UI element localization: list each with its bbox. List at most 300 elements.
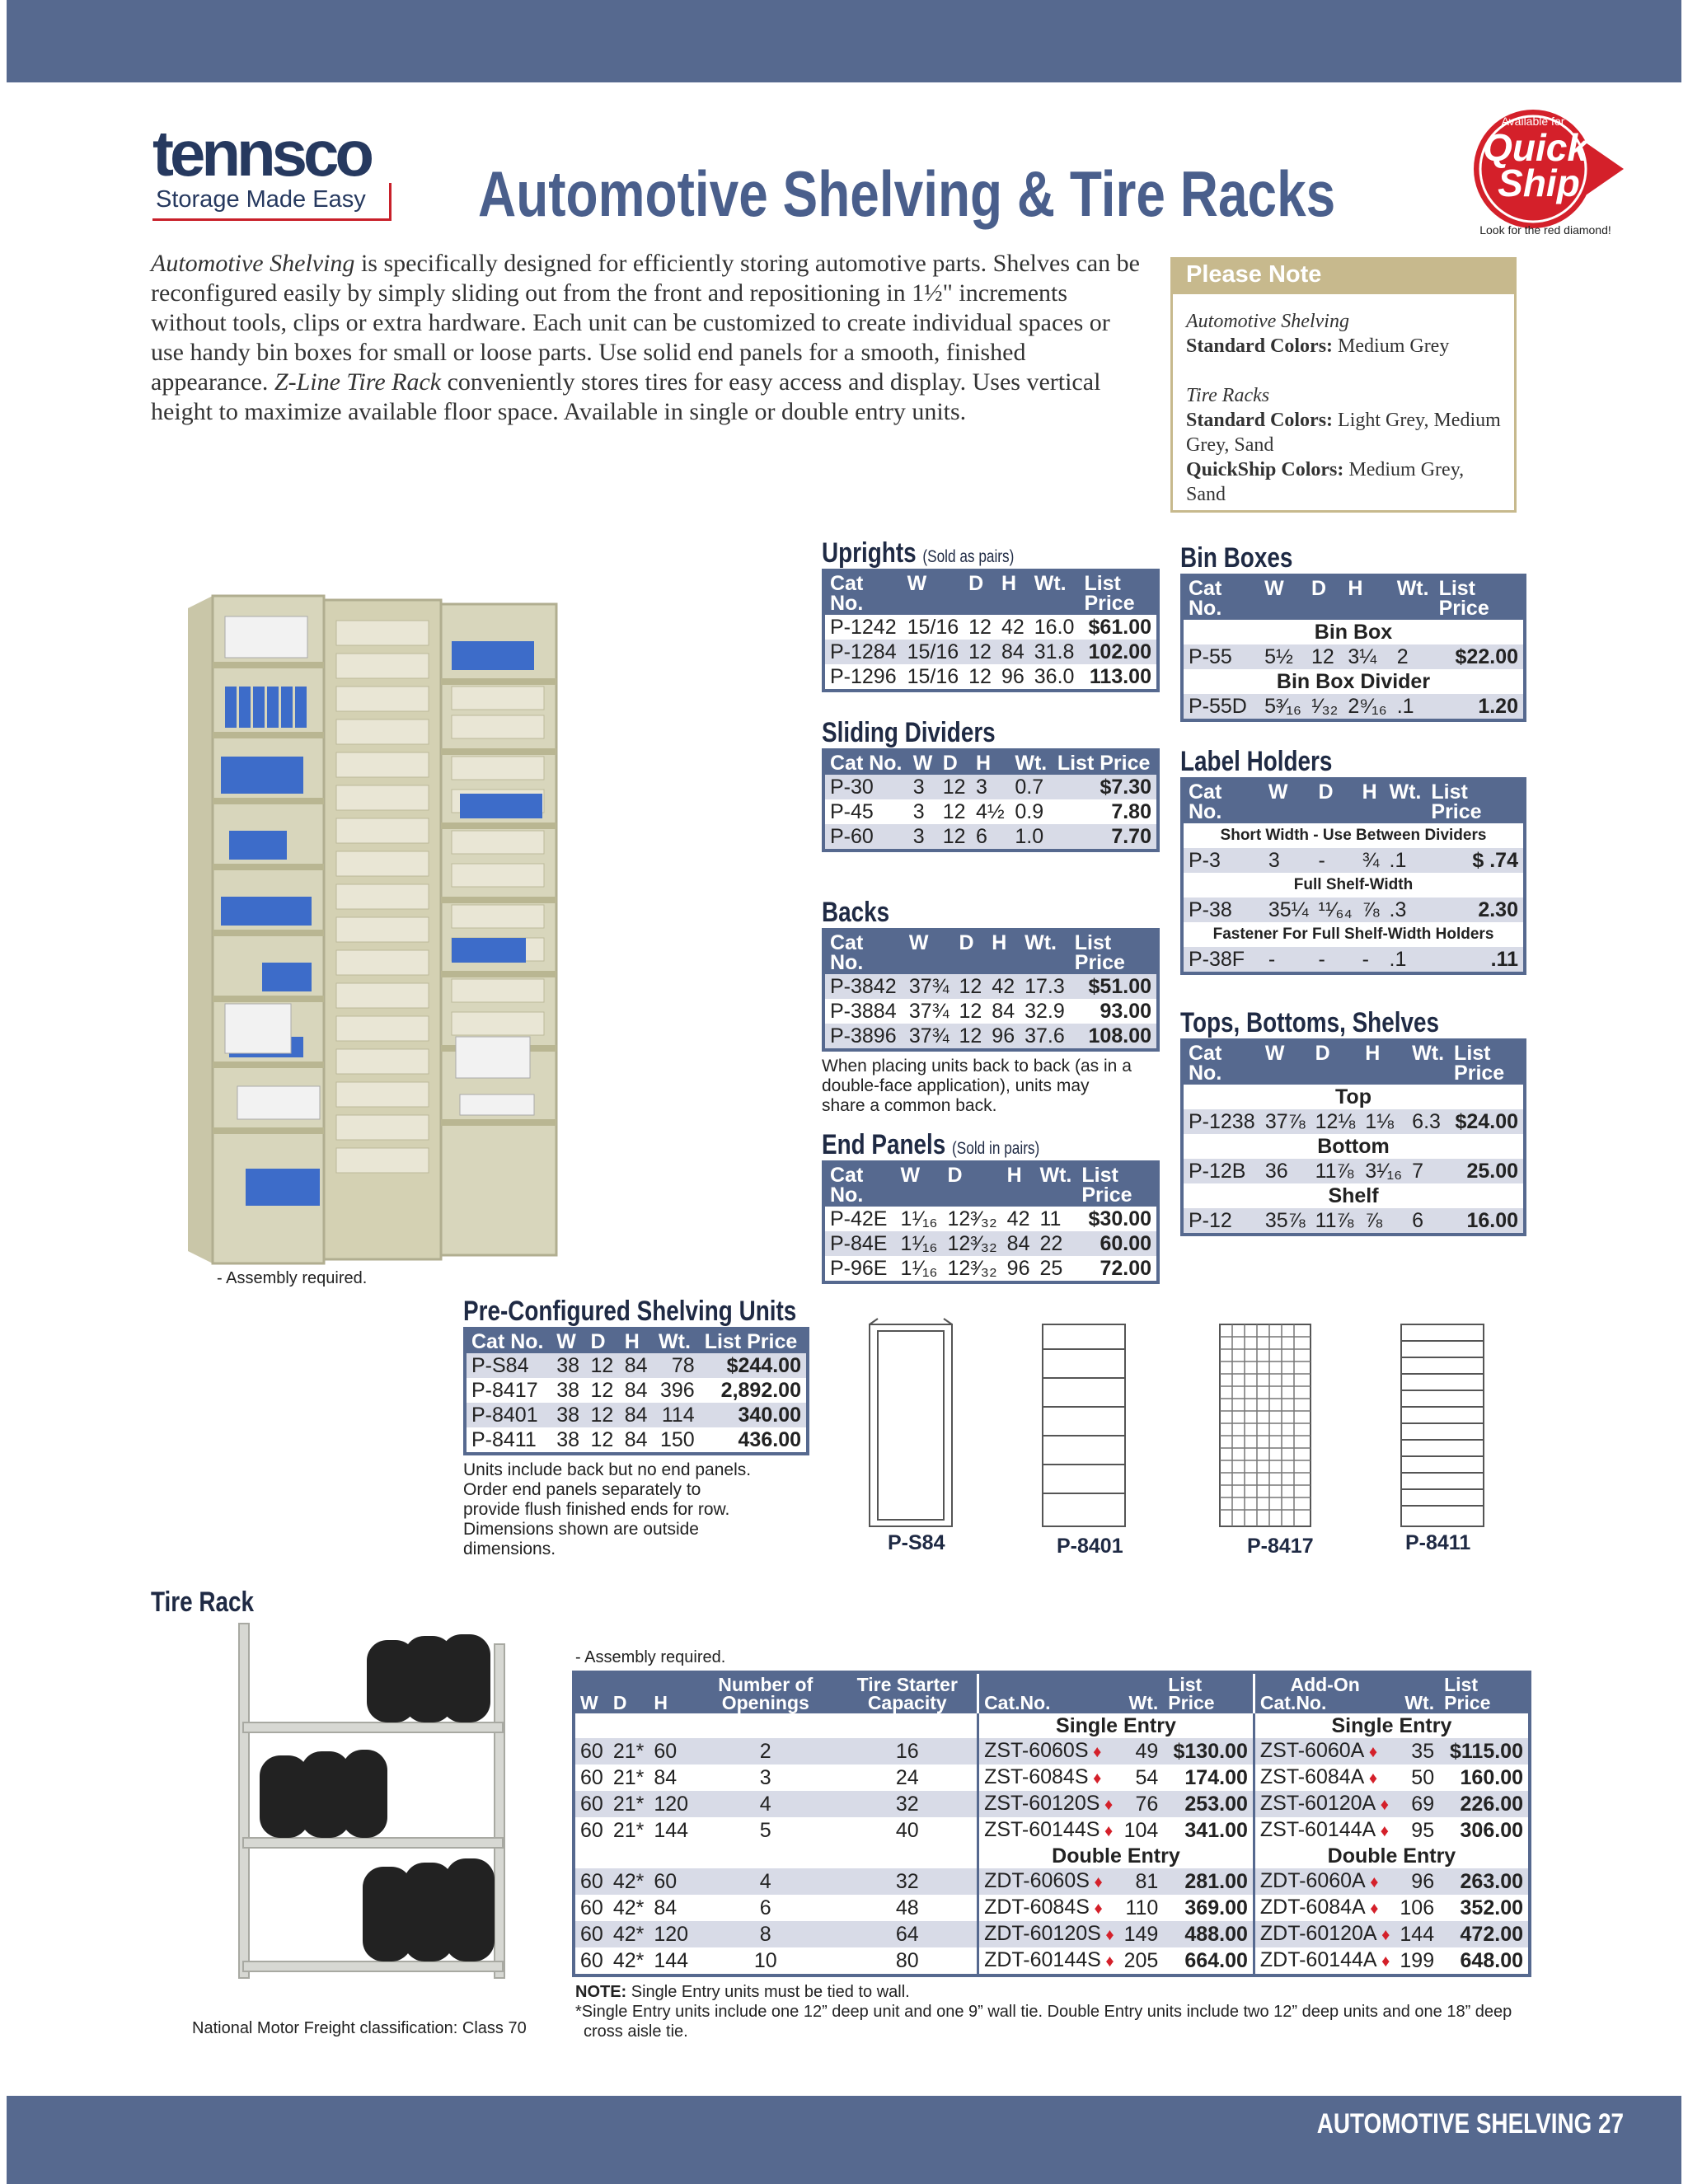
cell (837, 1738, 978, 1765)
cell-text: ZST-60120A (1259, 1792, 1376, 1815)
uprights-title: Uprights (822, 537, 917, 569)
cell-text: 2 (759, 1740, 771, 1763)
tire-rack-table (572, 1671, 1531, 1977)
cell: 1.0 (1010, 824, 1052, 851)
uprights-table (822, 569, 1160, 692)
table-row (465, 1427, 808, 1454)
cell: 2,892.00 (700, 1378, 808, 1403)
cell: P-55 (1182, 644, 1259, 669)
col-addon-price: List Price (1439, 1672, 1530, 1713)
table-row (1182, 898, 1525, 922)
cell (1439, 1895, 1530, 1921)
tire-rack-photo (218, 1619, 532, 1982)
cell: P-3842 (823, 974, 904, 999)
cell-text: 144 (654, 1949, 689, 1972)
cell: .1 (1385, 848, 1427, 873)
cell-text: 60 (580, 1896, 603, 1919)
col-price: List Price (1449, 1040, 1525, 1085)
note-std-colors-value: Medium Grey (1333, 335, 1450, 357)
cell: - (1357, 947, 1385, 973)
cell (574, 1791, 608, 1817)
quickship-diamond-icon: ♦ (1088, 1769, 1102, 1788)
col-addon: Add-On (1290, 1674, 1360, 1695)
cell: 96 (1002, 1256, 1035, 1282)
col-openings: Number of Openings (693, 1672, 837, 1713)
cell: P-8417 (465, 1378, 551, 1403)
cell-text: 60 (654, 1740, 678, 1763)
cell-text: ZDT-6084A (1259, 1896, 1366, 1919)
col-d: D (1311, 1040, 1361, 1085)
cell: 37.6 (1020, 1024, 1070, 1050)
cell-text: 21* (612, 1793, 645, 1816)
cell: ⅞ (1360, 1208, 1407, 1235)
cell-text: 205 (1123, 1949, 1159, 1972)
cell: 38 (551, 1403, 585, 1427)
col-cat: Cat No. (1182, 575, 1259, 620)
cell: 6 (1407, 1208, 1449, 1235)
cell: 12³⁄₃₂ (942, 1207, 1001, 1231)
cell (574, 1921, 608, 1947)
cell-text: 160.00 (1460, 1766, 1523, 1789)
binboxes-section (1180, 542, 1526, 722)
cell-text: 306.00 (1460, 1819, 1523, 1842)
col-w: W (904, 930, 954, 974)
double-entry-addon-head: Double Entry (1254, 1844, 1530, 1868)
tire-note-label: NOTE: (575, 1983, 627, 2001)
cell: 37⅞ (1260, 1109, 1311, 1134)
cell: 37¾ (904, 974, 954, 999)
cell: 12 (586, 1353, 620, 1378)
cell-text: 42* (612, 1949, 645, 1972)
cell (649, 1817, 693, 1844)
cell: $ .74 (1426, 848, 1525, 873)
col-catno: Cat.No. (978, 1672, 1119, 1713)
quickship-diamond-icon: ♦ (1088, 1743, 1102, 1761)
cell: 38 (551, 1378, 585, 1403)
cell (1439, 1738, 1530, 1765)
cell: 37¾ (904, 999, 954, 1024)
table-row (574, 1947, 1530, 1975)
tennsco-logo (152, 117, 400, 224)
cell: 42 (987, 974, 1020, 999)
cell-text: 281.00 (1184, 1870, 1248, 1893)
cell (1119, 1868, 1164, 1895)
cell-text: 341.00 (1184, 1819, 1248, 1842)
cell (608, 1817, 649, 1844)
col-cat: Cat No. (823, 1162, 896, 1207)
cell: $244.00 (700, 1353, 808, 1378)
tire-assembly-note: - Assembly required. (575, 1648, 726, 1666)
cell: 108.00 (1070, 1024, 1158, 1050)
quickship-diamond-icon: ♦ (1376, 1822, 1389, 1840)
cell-text: 120 (654, 1923, 689, 1946)
table-row (574, 1765, 1530, 1791)
uprights-section (822, 537, 1160, 692)
col-cat: Cat No. (823, 750, 908, 775)
cell-text: 648.00 (1460, 1949, 1523, 1972)
table-row (823, 999, 1158, 1024)
cell (693, 1791, 837, 1817)
subhead: Shelf (1182, 1183, 1525, 1208)
cell-text: 21* (612, 1766, 645, 1789)
cell-text: 174.00 (1184, 1766, 1248, 1789)
cell: 84 (1002, 1231, 1035, 1256)
please-note-title: Please Note (1173, 260, 1514, 294)
cell (649, 1921, 693, 1947)
cell-text: 42* (612, 1896, 645, 1919)
cell: 3 (1264, 848, 1314, 873)
cell: - (1314, 848, 1357, 873)
cell (978, 1765, 1119, 1791)
table-row (823, 640, 1158, 664)
cell: 3¹⁄₁₆ (1360, 1159, 1407, 1183)
col-w: W (1264, 779, 1314, 823)
table-row (465, 1403, 808, 1427)
note-section-shelving: Automotive Shelving (1186, 311, 1349, 332)
cell (693, 1738, 837, 1765)
cell: $30.00 (1076, 1207, 1158, 1231)
single-entry-addon-head: Single Entry (1254, 1713, 1530, 1738)
cell-text: 352.00 (1460, 1896, 1523, 1919)
top-banner (7, 0, 1681, 82)
cell: P-60 (823, 824, 908, 851)
cell (1395, 1765, 1439, 1791)
endpanels-subtitle: (Sold in pairs) (952, 1139, 1040, 1158)
cell: 1¹⁄₁₆ (896, 1231, 943, 1256)
cell: 340.00 (700, 1403, 808, 1427)
cell (978, 1868, 1119, 1895)
note-quickship-label: QuickShip Colors: (1186, 459, 1344, 480)
cell: P-96E (823, 1256, 896, 1282)
table-row (823, 1207, 1158, 1231)
intro-paragraph (151, 249, 1140, 427)
page-title: Automotive Shelving & Tire Racks (478, 157, 1336, 230)
cell: 396 (654, 1378, 700, 1403)
cell (837, 1868, 978, 1895)
cell-text: 42* (612, 1870, 645, 1893)
col-h: H (620, 1329, 654, 1353)
cell-text: ZST-6084S (984, 1765, 1089, 1788)
cell: 1¹⁄₁₆ (896, 1256, 943, 1282)
cell-text: ZDT-6060A (1259, 1869, 1366, 1892)
cell-text: 120 (654, 1793, 689, 1816)
cell: P-3884 (823, 999, 904, 1024)
cell-text: 60 (580, 1740, 603, 1763)
cell: ¹¹⁄₆₄ (1314, 898, 1357, 922)
tire-notes (575, 1982, 1548, 2041)
tops-table (1180, 1038, 1526, 1236)
cell: P-38 (1182, 898, 1264, 922)
cell (1119, 1738, 1164, 1765)
backs-table (822, 928, 1160, 1052)
cell (978, 1947, 1119, 1975)
cell: P-12 (1182, 1208, 1260, 1235)
cell: 2.30 (1426, 898, 1525, 922)
table-row (823, 664, 1158, 691)
cell-text: 95 (1411, 1819, 1435, 1842)
col-price: List Price (1434, 575, 1525, 620)
cell: 113.00 (1079, 664, 1158, 691)
tire-rack-title: Tire Rack (151, 1586, 255, 1618)
quickship-diamond-icon: ♦ (1100, 1822, 1114, 1840)
logo-wordmark: tennsco (152, 117, 371, 190)
cell-text: 104 (1123, 1819, 1159, 1842)
cell (1254, 1817, 1395, 1844)
cell (1395, 1921, 1439, 1947)
cell: $51.00 (1070, 974, 1158, 999)
quickship-bottom-text: Look for the red diamond! (1479, 223, 1611, 237)
table-row (823, 824, 1158, 851)
diagram-label-p-8417: P-8417 (1247, 1535, 1314, 1558)
cell-text: 50 (1411, 1766, 1435, 1789)
cell: 11⅞ (1311, 1159, 1361, 1183)
cell-text: 5 (759, 1819, 771, 1842)
cell-text: 60 (580, 1870, 603, 1893)
table-row (465, 1378, 808, 1403)
cell: 15/16 (903, 640, 964, 664)
col-capacity: Tire Starter Capacity (837, 1672, 978, 1713)
table-row (1182, 848, 1525, 873)
cell: P-30 (823, 775, 908, 799)
cell (1119, 1791, 1164, 1817)
cell (1439, 1765, 1530, 1791)
cell-text: 21* (612, 1740, 645, 1763)
cell-text: 64 (895, 1923, 919, 1946)
cell (693, 1921, 837, 1947)
table-row (465, 1353, 808, 1378)
col-price: List Price (1053, 750, 1158, 775)
cell: 7.80 (1053, 799, 1158, 824)
cell-text: 32 (895, 1870, 919, 1893)
cell (1395, 1895, 1439, 1921)
cell: $24.00 (1449, 1109, 1525, 1134)
cell (693, 1765, 837, 1791)
preconf-note: Units include back but no end panels. Order end panels separately to provide flush finished ends for row. Dimensions shown are outside dimensions. (463, 1460, 752, 1558)
cell-text: 81 (1135, 1870, 1159, 1893)
cell (1254, 1947, 1395, 1975)
subhead: Short Width - Use Between Dividers (1182, 823, 1525, 848)
cell: 96 (996, 664, 1029, 691)
col-addon-catno (1254, 1672, 1395, 1713)
cell (837, 1765, 978, 1791)
tire-note-2: *Single Entry units include one 12” deep unit and one 9” wall tie. Double Entry units include two 12” deep units and one 18” deep cross aisle tie. (575, 2003, 1512, 2041)
cell (1395, 1791, 1439, 1817)
cell: 3 (908, 775, 938, 799)
intro-text-2: conveniently stores tires for easy access and display. Uses vertical height to maximize available floor space. Available in single or double entry units. (151, 368, 1101, 425)
tops-section (1180, 1007, 1526, 1236)
cell-text: ZST-6060S (984, 1739, 1089, 1762)
cell (837, 1947, 978, 1975)
cell: - (1314, 947, 1357, 973)
cell-text: 263.00 (1460, 1870, 1523, 1893)
cell: P-3 (1182, 848, 1264, 873)
cell (978, 1817, 1119, 1844)
col-wt: Wt. (1020, 930, 1070, 974)
cell (837, 1921, 978, 1947)
cell: 12³⁄₃₂ (942, 1231, 1001, 1256)
cell: 12 (954, 1024, 987, 1050)
cell: 15/16 (903, 664, 964, 691)
cell-text: 60 (580, 1793, 603, 1816)
subhead: Full Shelf-Width (1182, 873, 1525, 898)
cell (649, 1765, 693, 1791)
col-cat: Cat No. (823, 930, 904, 974)
cell-text: 144 (654, 1819, 689, 1842)
cell: 1¹⁄₁₆ (896, 1207, 943, 1231)
col-w: W (1260, 1040, 1311, 1085)
table-row (823, 1231, 1158, 1256)
cell-text: 35 (1411, 1740, 1435, 1763)
cell (1395, 1817, 1439, 1844)
cell: 84 (620, 1378, 654, 1403)
cell: 7.70 (1053, 824, 1158, 851)
col-h: H (987, 930, 1020, 974)
cell (837, 1791, 978, 1817)
cell: 35¼ (1264, 898, 1314, 922)
cell (1163, 1947, 1254, 1975)
cell: P-55D (1182, 694, 1259, 720)
col-wt: Wt. (1010, 750, 1052, 775)
cell (574, 1765, 608, 1791)
cell (693, 1817, 837, 1844)
cell: 12³⁄₃₂ (942, 1256, 1001, 1282)
cell: 3 (971, 775, 1010, 799)
col-h: H (1002, 1162, 1035, 1207)
quickship-diamond-icon: ♦ (1364, 1743, 1378, 1761)
col-d: D (942, 1162, 1001, 1207)
footer-section-page: AUTOMOTIVE SHELVING 27 (1316, 2108, 1624, 2139)
backs-section (822, 897, 1160, 1116)
intro-text-1: is specifically designed for efficiently storing automotive parts. Shelves can be reconfigured easily by simply sliding out from the front and repositioning in 1½" increments without tools, clips or extra hardware. Each unit can be customized to create individual spaces or use handy bin boxes for small or loose parts. Use solid end panels for a smooth, finished appearance. (151, 250, 1140, 396)
cell: 114 (654, 1403, 700, 1427)
table-row (1182, 1159, 1525, 1183)
cell: 4½ (971, 799, 1010, 824)
cell-text: 32 (895, 1793, 919, 1816)
col-cat: Cat No. (1182, 779, 1264, 823)
cell: 16.00 (1449, 1208, 1525, 1235)
intro-em-tirerack: Z-Line Tire Rack (274, 368, 442, 396)
col-wt: Wt. (1392, 575, 1434, 620)
please-note-box (1170, 257, 1517, 513)
cell (1163, 1791, 1254, 1817)
subhead: Fastener For Full Shelf-Width Holders (1182, 922, 1525, 947)
cell: P-84E (823, 1231, 896, 1256)
cell (1439, 1947, 1530, 1975)
cell: $22.00 (1434, 644, 1525, 669)
cell-text: 369.00 (1184, 1896, 1248, 1919)
cell (608, 1738, 649, 1765)
cell: ⅞ (1357, 898, 1385, 922)
col-d: D (608, 1672, 649, 1713)
cell-text: 4 (759, 1793, 771, 1816)
cell: 12⅛ (1311, 1109, 1361, 1134)
cell: P-8401 (465, 1403, 551, 1427)
cell: 12 (964, 664, 996, 691)
table-row (823, 1024, 1158, 1050)
quickship-diamond-icon: ♦ (1089, 1873, 1103, 1891)
endpanels-section (822, 1129, 1160, 1284)
cell: $61.00 (1079, 615, 1158, 640)
cell (978, 1791, 1119, 1817)
col-cat: Cat No. (823, 570, 903, 615)
cell (574, 1738, 608, 1765)
table-row (574, 1921, 1530, 1947)
quickship-diamond-icon: ♦ (1365, 1873, 1379, 1891)
cell: ¾ (1357, 848, 1385, 873)
cell: 96 (987, 1024, 1020, 1050)
table-row (823, 775, 1158, 799)
cell: 3 (908, 824, 938, 851)
subhead: Bin Box Divider (1182, 669, 1525, 694)
col-w: W (908, 750, 938, 775)
note-section-tire: Tire Racks (1186, 385, 1270, 406)
cell: 25 (1034, 1256, 1076, 1282)
cell: 84 (620, 1353, 654, 1378)
cell-text: ZST-60144A (1259, 1818, 1376, 1841)
col-wt: Wt. (1034, 1162, 1076, 1207)
cell: 12 (586, 1378, 620, 1403)
cell: 37¾ (904, 1024, 954, 1050)
cell-text: 60 (654, 1870, 678, 1893)
col-h: H (1357, 779, 1385, 823)
cell: 0.7 (1010, 775, 1052, 799)
cell: .1 (1385, 947, 1427, 973)
cell-text: 96 (1411, 1870, 1435, 1893)
cell (1254, 1895, 1395, 1921)
cell: 12 (938, 824, 971, 851)
cell-text: 106 (1400, 1896, 1435, 1919)
col-h: H (996, 570, 1029, 615)
cell: 78 (654, 1353, 700, 1378)
cell (1163, 1817, 1254, 1844)
cell: 25.00 (1449, 1159, 1525, 1183)
quickship-diamond-icon: ♦ (1100, 1926, 1114, 1944)
col-wt: Wt. (1029, 570, 1080, 615)
cell: 22 (1034, 1231, 1076, 1256)
col-wt: Wt. (1119, 1672, 1164, 1713)
cell: .1 (1392, 694, 1434, 720)
col-price: List Price (1163, 1672, 1254, 1713)
dividers-section (822, 717, 1160, 852)
endpanels-table (822, 1160, 1160, 1284)
cell (1439, 1791, 1530, 1817)
cell-text: 199 (1400, 1949, 1435, 1972)
cell-text: 21* (612, 1819, 645, 1842)
cell (1119, 1895, 1164, 1921)
cell: 2 (1392, 644, 1434, 669)
diagram-label-p-s84: P-S84 (888, 1531, 945, 1554)
cell (608, 1868, 649, 1895)
cell: P-1284 (823, 640, 903, 664)
cell (1163, 1868, 1254, 1895)
labelholders-title: Label Holders (1180, 746, 1333, 777)
subhead: Bottom (1182, 1134, 1525, 1159)
tire-note-1: Single Entry units must be tied to wall. (626, 1983, 910, 2001)
table-row (574, 1791, 1530, 1817)
cell (1254, 1738, 1395, 1765)
cell (574, 1868, 608, 1895)
cell: 84 (620, 1427, 654, 1454)
quickship-ship-text: Ship (1498, 162, 1580, 204)
cell: 38 (551, 1353, 585, 1378)
cell: .3 (1385, 898, 1427, 922)
col-d: D (954, 930, 987, 974)
col-w: W (551, 1329, 585, 1353)
preconf-title: Pre-Configured Shelving Units (463, 1296, 797, 1327)
cell-text: 226.00 (1460, 1793, 1523, 1816)
note-tire-colors-label: Standard Colors: (1186, 410, 1334, 431)
cell-text: 10 (753, 1949, 777, 1972)
